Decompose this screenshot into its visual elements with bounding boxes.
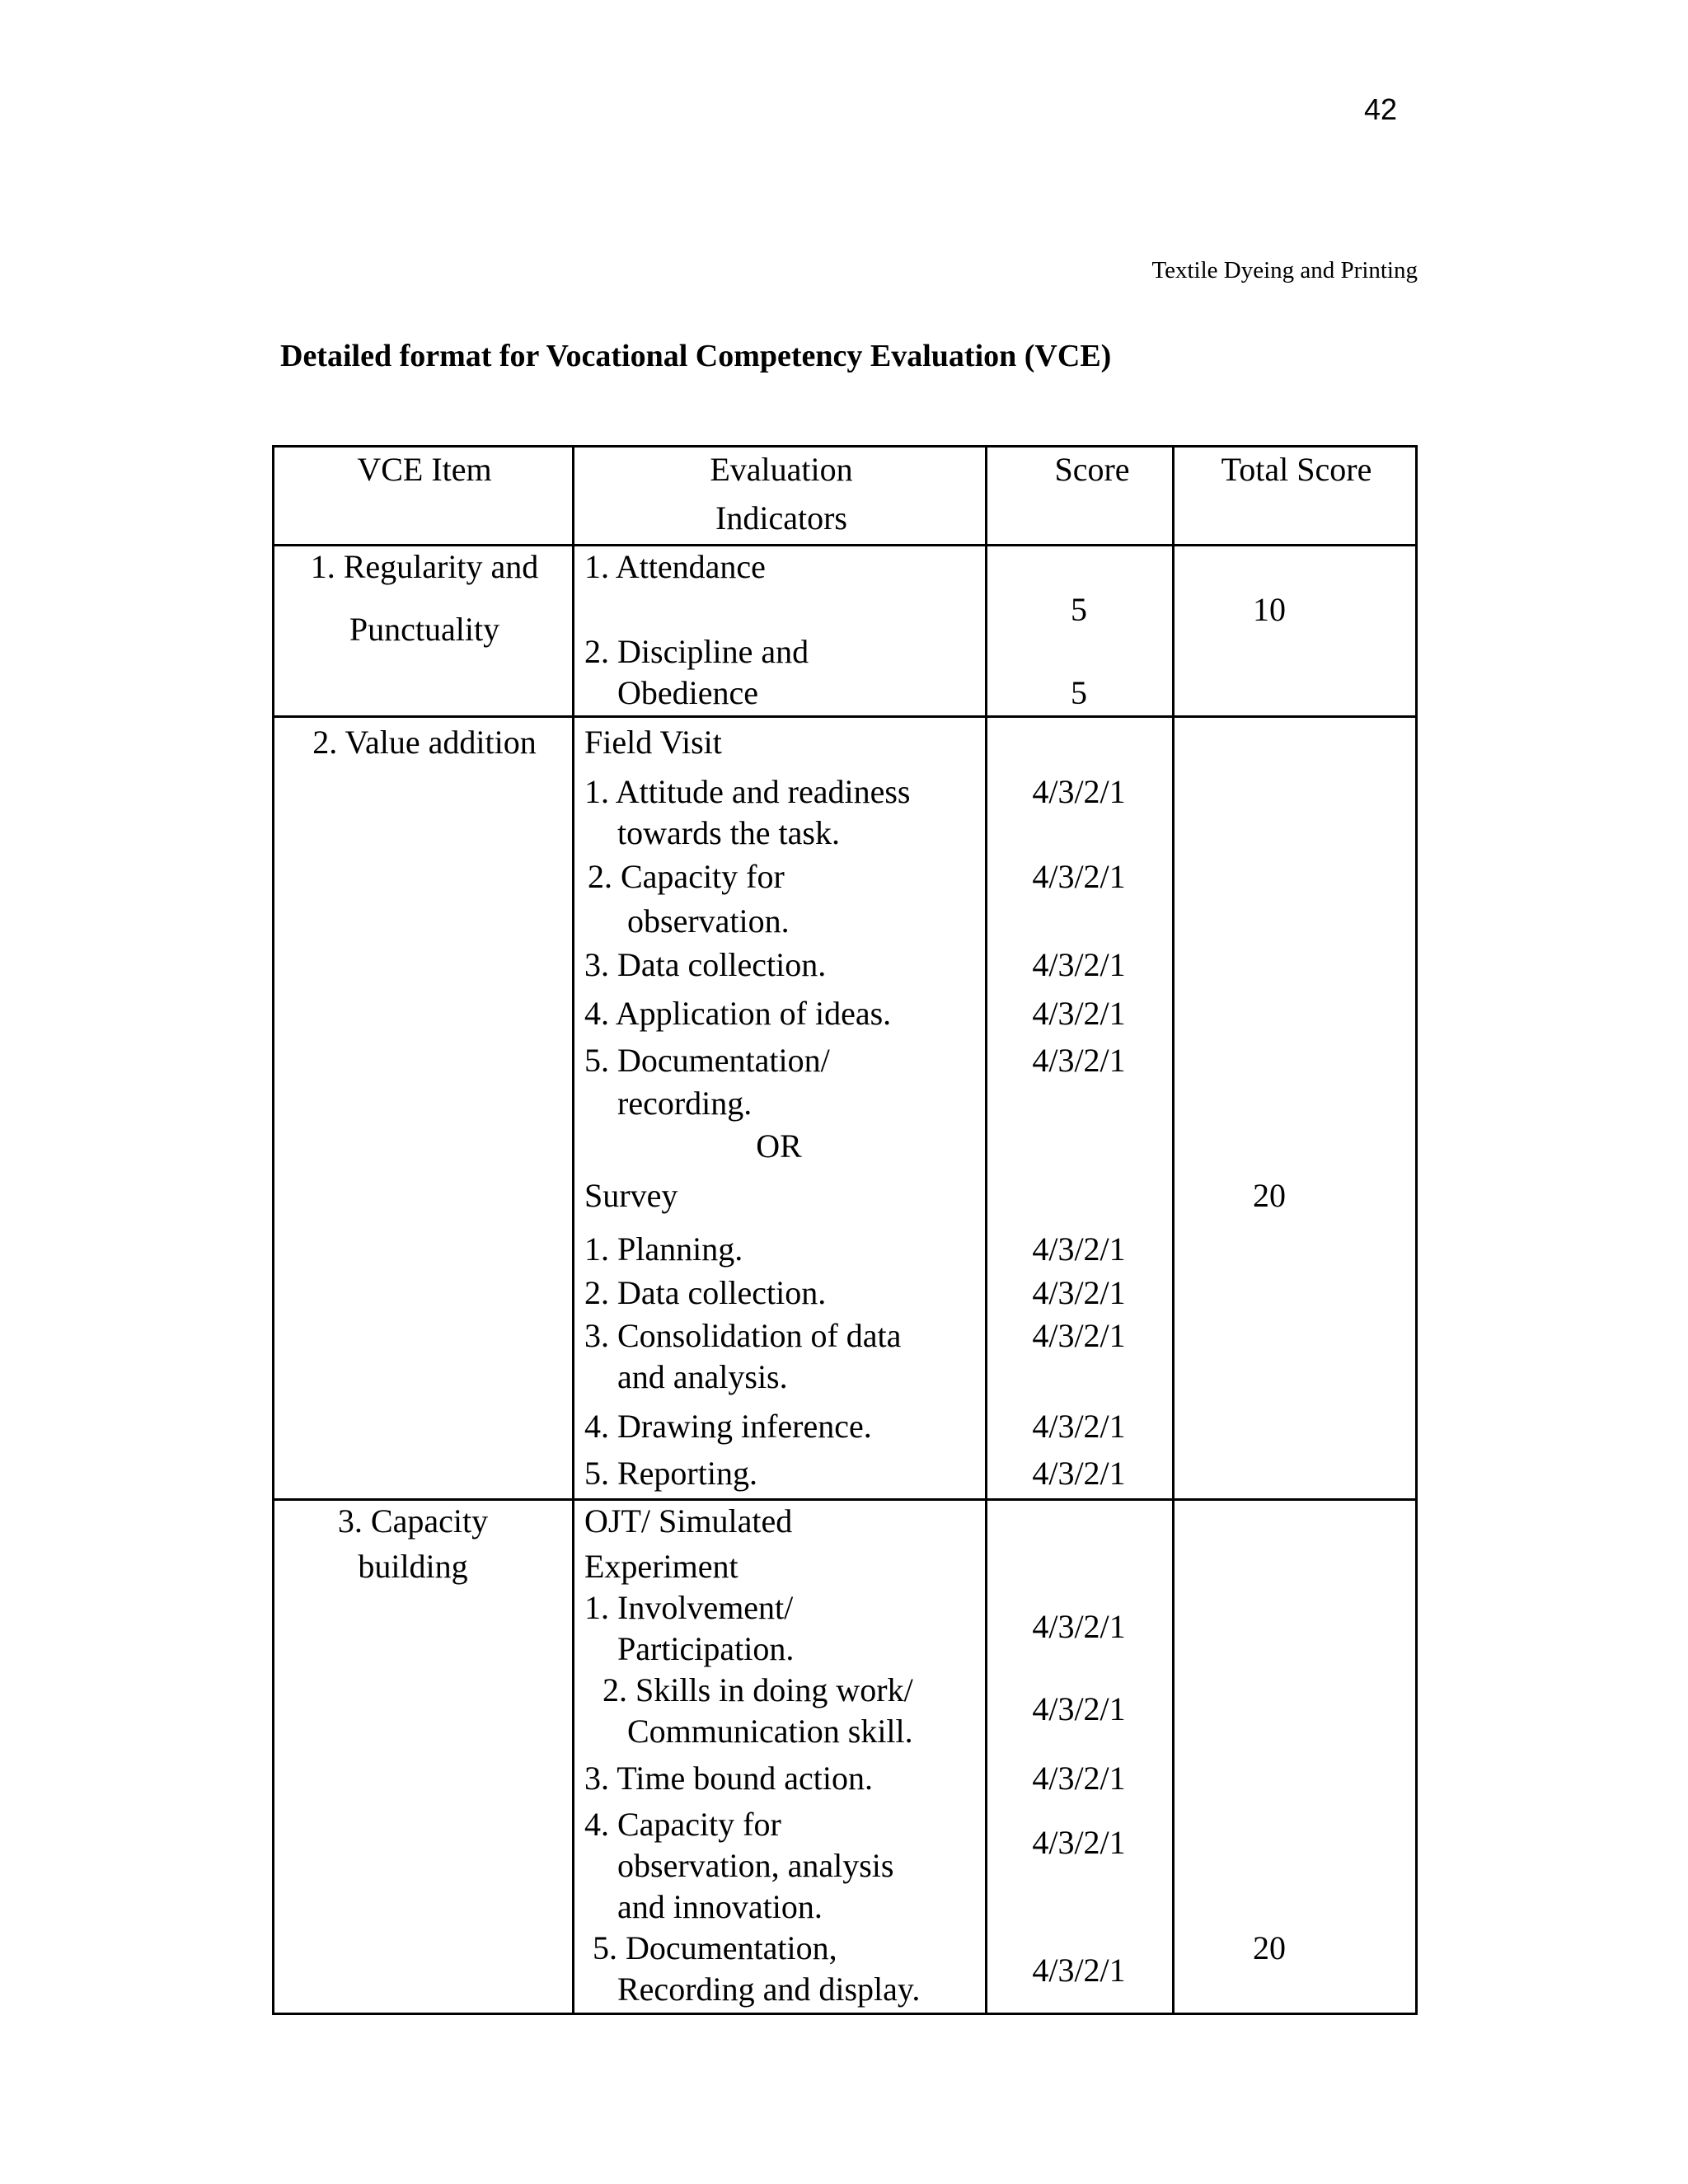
header-total-score: Total Score (1221, 451, 1372, 488)
indicator: observation. (627, 902, 790, 940)
vce-item-regularity: Punctuality (349, 611, 500, 648)
indicator: 4. Application of ideas. (584, 995, 892, 1032)
score: 4/3/2/1 (1032, 1760, 1126, 1797)
indicator: Obedience (617, 674, 759, 711)
score: 4/3/2/1 (1032, 1408, 1126, 1445)
indicator: 3. Time bound action. (584, 1760, 874, 1797)
indicator: 3. Consolidation of data (584, 1317, 902, 1354)
score: 5 (1071, 674, 1087, 711)
section-heading-ojt: OJT/ Simulated (584, 1502, 793, 1540)
score: 4/3/2/1 (1032, 1455, 1126, 1492)
indicator: and innovation. (617, 1888, 823, 1925)
score: 4/3/2/1 (1032, 1608, 1126, 1645)
page-number: 42 (1364, 92, 1398, 126)
indicator: 3. Data collection. (584, 946, 827, 983)
score: 5 (1071, 591, 1087, 628)
score: 4/3/2/1 (1032, 1042, 1126, 1079)
total-score: 10 (1253, 591, 1286, 628)
vce-item-regularity: 1. Regularity and (310, 548, 539, 585)
indicator: 5. Documentation, (593, 1929, 837, 1966)
running-header: Textile Dyeing and Printing (1151, 257, 1418, 284)
vce-table (272, 445, 1418, 2015)
indicator: 4. Drawing inference. (584, 1408, 872, 1445)
total-score: 20 (1253, 1177, 1286, 1214)
vce-item-capacity-building: 3. Capacity (337, 1502, 489, 1540)
indicator: 1. Attendance (584, 548, 766, 585)
column-divider (985, 448, 987, 2013)
score: 4/3/2/1 (1032, 1230, 1126, 1268)
indicator: 5. Reporting. (584, 1455, 757, 1492)
indicator: observation, analysis (617, 1847, 894, 1884)
indicator: 4. Capacity for (584, 1806, 781, 1843)
score: 4/3/2/1 (1032, 1274, 1126, 1311)
header-vce-item: VCE Item (357, 451, 492, 488)
score: 4/3/2/1 (1032, 1690, 1126, 1727)
score: 4/3/2/1 (1032, 946, 1126, 983)
score: 4/3/2/1 (1032, 858, 1126, 895)
row-divider (274, 1498, 1415, 1501)
vce-item-capacity-building: building (358, 1548, 468, 1585)
column-divider (1172, 448, 1175, 2013)
section-heading-survey: Survey (584, 1177, 678, 1214)
score: 4/3/2/1 (1032, 1317, 1126, 1354)
indicator: 2. Capacity for (588, 858, 785, 895)
section-heading-ojt: Experiment (584, 1548, 738, 1585)
score: 4/3/2/1 (1032, 1952, 1126, 1989)
indicator: 2. Discipline and (584, 633, 809, 670)
indicator: recording. (617, 1085, 753, 1122)
indicator: 1. Planning. (584, 1230, 743, 1268)
row-divider (274, 715, 1415, 718)
score: 4/3/2/1 (1032, 1824, 1126, 1861)
indicator: Recording and display. (617, 1971, 921, 2008)
row-divider (274, 544, 1415, 546)
column-divider (572, 448, 574, 2013)
indicator: Communication skill. (627, 1713, 913, 1750)
indicator: 5. Documentation/ (584, 1042, 830, 1079)
indicator: 2. Skills in doing work/ (603, 1671, 913, 1708)
indicator: 1. Attitude and readiness (584, 773, 911, 810)
indicator: 1. Involvement/ (584, 1589, 794, 1626)
vce-item-value-addition: 2. Value addition (312, 724, 537, 761)
page-title: Detailed format for Vocational Competency Evaluation (VCE) (280, 339, 1112, 373)
header-evaluation-indicators: Evaluation (710, 451, 853, 488)
total-score: 20 (1253, 1929, 1286, 1966)
indicator: towards the task. (617, 814, 840, 851)
indicator: Participation. (617, 1630, 795, 1667)
header-score: Score (1054, 451, 1130, 488)
section-heading-field-visit: Field Visit (584, 724, 722, 761)
score: 4/3/2/1 (1032, 995, 1126, 1032)
header-evaluation-indicators: Indicators (715, 499, 847, 537)
or-separator: OR (756, 1127, 802, 1165)
indicator: 2. Data collection. (584, 1274, 827, 1311)
score: 4/3/2/1 (1032, 773, 1126, 810)
indicator: and analysis. (617, 1358, 788, 1395)
